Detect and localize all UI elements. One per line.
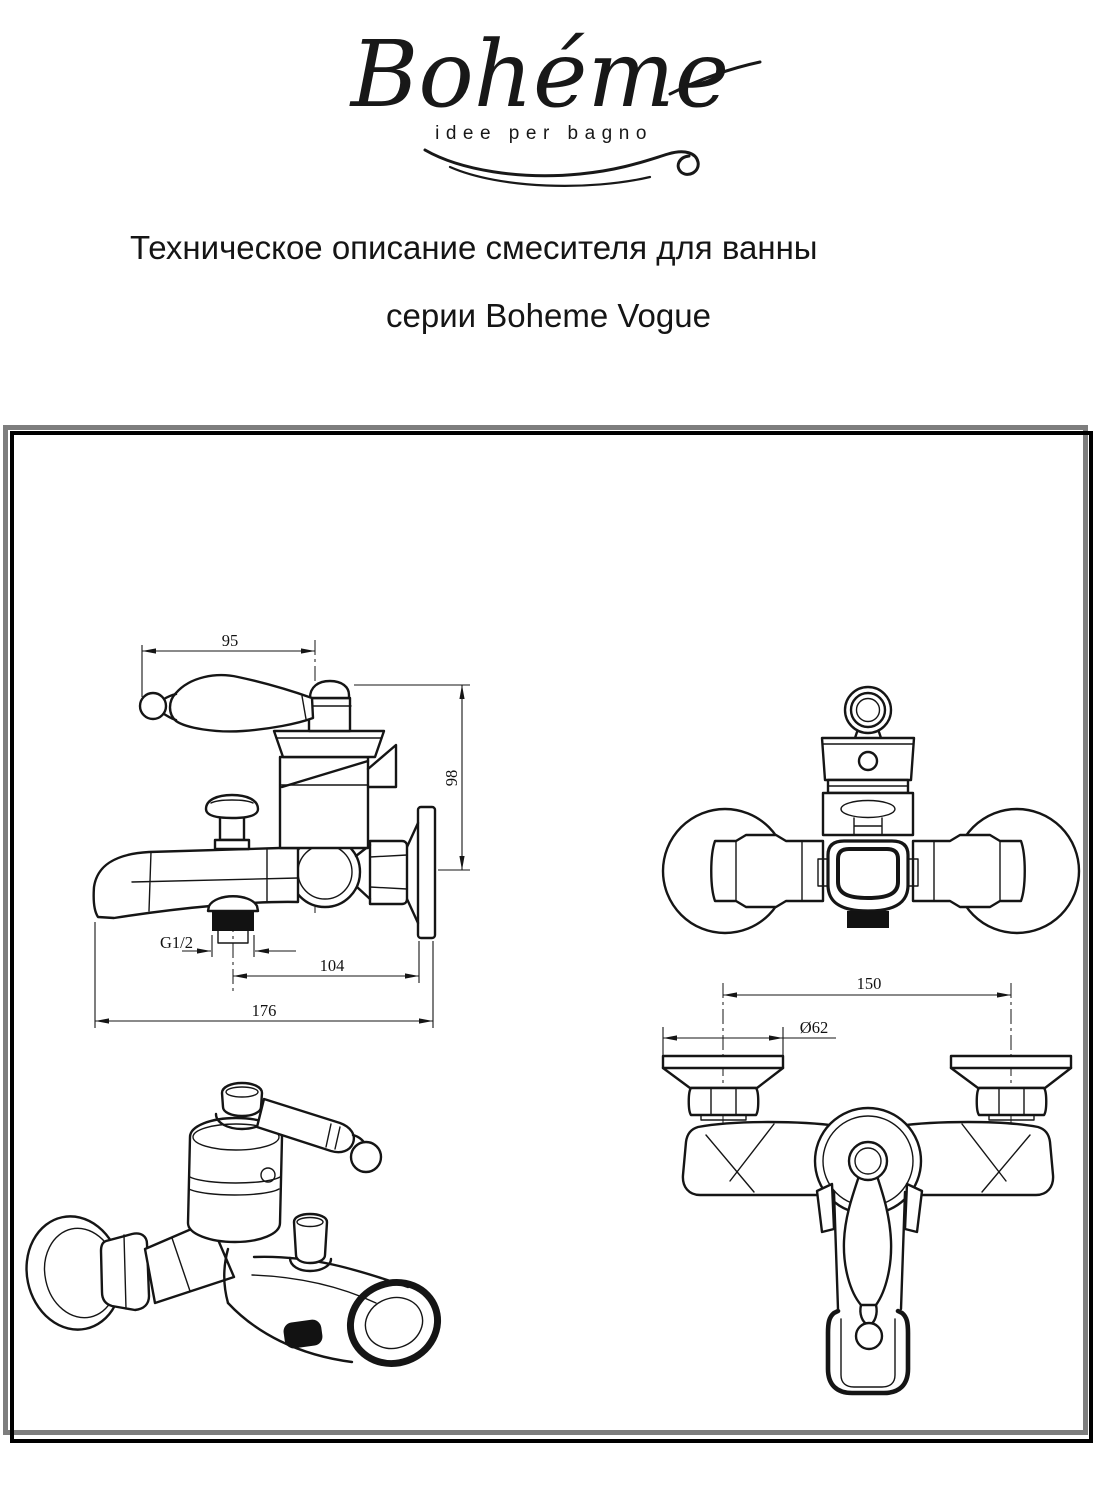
dim-label-diameter-62: Ø62: [799, 1018, 829, 1037]
dim-label-98: 98: [442, 769, 461, 787]
document-title-line1: Техническое описание смесителя для ванны: [130, 229, 818, 266]
front-view-drawing: [663, 974, 1071, 1393]
dim-label-thread: G1/2: [160, 933, 193, 952]
top-view-drawing: [663, 687, 1079, 933]
dim-label-95: 95: [221, 631, 239, 650]
side-view-drawing: [94, 631, 470, 1028]
brand-logo-tagline: idee per bagno: [435, 123, 653, 144]
brand-logo: [292, 4, 822, 192]
perspective-view-drawing: [16, 1083, 449, 1376]
dim-label-176: 176: [251, 1001, 277, 1020]
technical-drawing: [14, 435, 1089, 1439]
brand-logo-text: Bohéme: [350, 21, 730, 128]
dim-label-150: 150: [856, 974, 882, 993]
document-title-line2: серии Boheme Vogue: [386, 297, 711, 334]
dim-label-104: 104: [319, 956, 345, 975]
